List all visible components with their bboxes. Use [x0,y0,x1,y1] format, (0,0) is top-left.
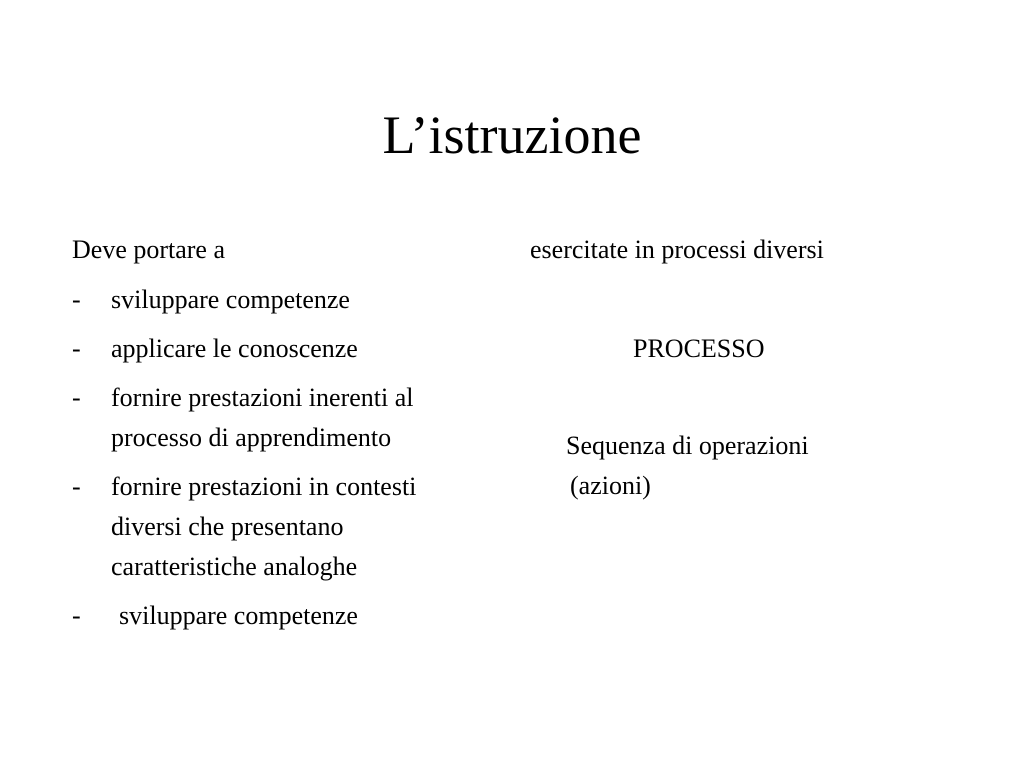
list-item [72,378,492,458]
bullet-text: applicare le conoscenze [111,334,358,363]
definition-line-2: (azioni) [570,471,651,500]
list-item [72,329,492,369]
dash-marker: - [72,472,81,501]
bullet-text: sviluppare competenze [111,285,350,314]
list-item [72,467,492,587]
bullet-text: fornire prestazioni inerenti al processo di apprendimento [111,383,414,452]
process-heading: PROCESSO [633,334,765,363]
intro-text: Deve portare a [72,235,226,264]
bullet-text: sviluppare competenze [119,601,358,630]
processes-text: esercitate in processi diversi [530,235,824,264]
definition-text [566,426,926,506]
dash-marker: - [72,285,81,314]
dash-marker: - [72,334,81,363]
dash-marker: - [72,383,81,412]
list-item [72,280,492,320]
bullet-text: fornire prestazioni in contesti diversi che presentano caratteristiche analoghe [111,472,417,581]
definition-line-1: Sequenza di operazioni [566,431,809,460]
slide-title: L’istruzione [382,105,642,165]
list-item [72,596,492,636]
dash-marker: - [72,601,81,630]
left-column [72,230,492,645]
bullet-list [72,280,492,636]
